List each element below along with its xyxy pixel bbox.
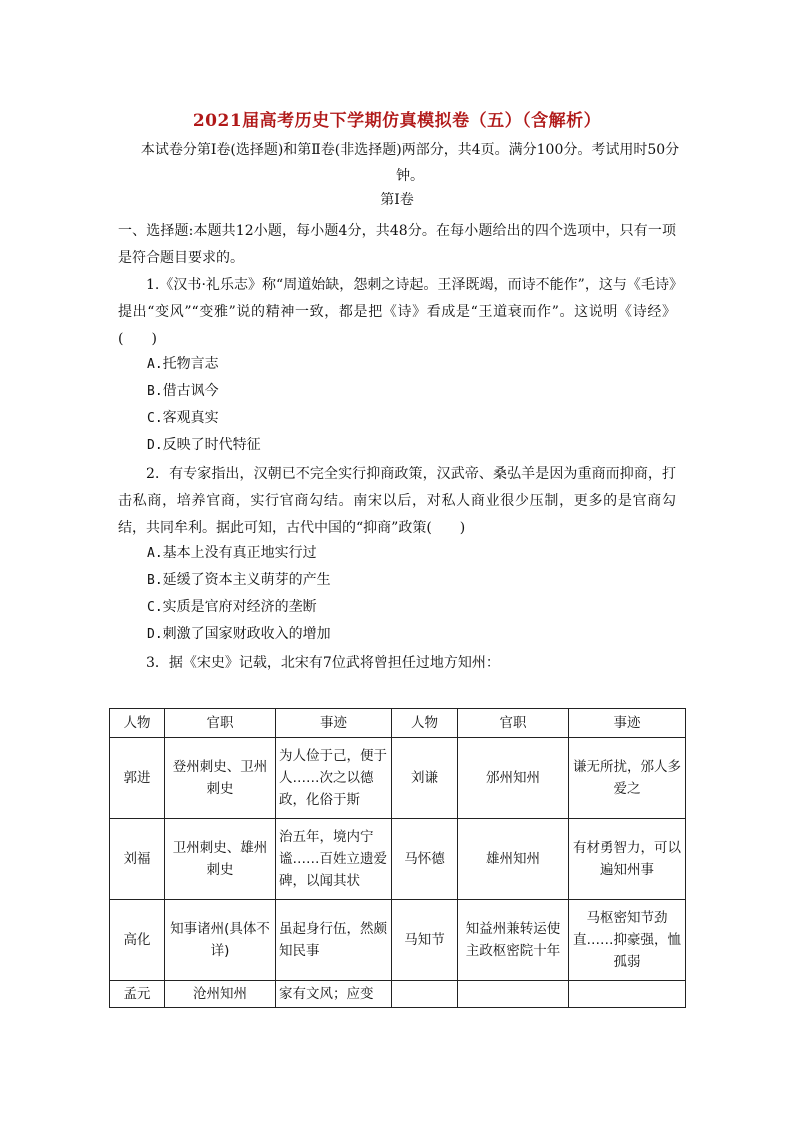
table-cell: 登州刺史、卫州刺史 [165, 738, 276, 819]
table-header-cell: 人物 [110, 709, 165, 738]
question-1-option-b[interactable]: B.借古讽今 [147, 383, 219, 399]
table-cell: 家有文风；应变 [276, 981, 392, 1008]
table-cell: 高化 [110, 900, 165, 981]
table-cell: 谦无所扰，邠人多爱之 [569, 738, 686, 819]
table-header-cell: 官职 [458, 709, 569, 738]
instructions: 一、选择题:本题共12小题，每小题4分，共48分。在每小题给出的四个选项中，只有一项是符合题目要求的。 [118, 223, 676, 266]
table-header-cell: 官职 [165, 709, 276, 738]
table-cell: 虽起身行伍，然颇知民事 [276, 900, 392, 981]
table-cell: 沧州知州 [165, 981, 276, 1008]
question-2-option-d[interactable]: D.刺激了国家财政收入的增加 [147, 626, 331, 642]
table-cell: 邠州知州 [458, 738, 569, 819]
section-heading: 第Ⅰ卷 [380, 192, 414, 208]
table-cell: 郭进 [110, 738, 165, 819]
question-1-option-c[interactable]: C.客观真实 [147, 410, 219, 426]
question-1-option-a[interactable]: A.托物言志 [147, 356, 219, 372]
table-cell: 有材勇智力，可以遍知州事 [569, 819, 686, 900]
table-cell: 知事诸州(具体不详) [165, 900, 276, 981]
question-1-stem: 1.《汉书·礼乐志》称“周道始缺，怨刺之诗起。王泽既竭，而诗不能作”，这与《毛诗》提出“变风”“变雅”说的精神一致，都是把《诗》看成是“王道衰而作”。这说明《诗经》( ) [118, 277, 676, 347]
table-cell: 刘谦 [392, 738, 458, 819]
table-cell: 知益州兼转运使主政枢密院十年 [458, 900, 569, 981]
question-1-option-d[interactable]: D.反映了时代特征 [147, 437, 261, 453]
table-cell: 孟元 [110, 981, 165, 1008]
question-2-option-a[interactable]: A.基本上没有真正地实行过 [147, 545, 317, 561]
table-cell: 为人俭于己，便于人……次之以德政，化俗于斯 [276, 738, 392, 819]
table-row [110, 738, 686, 819]
table-cell: 马枢密知节劲直……抑豪强，恤孤弱 [569, 900, 686, 981]
exam-intro: 本试卷分第Ⅰ卷(选择题)和第Ⅱ卷(非选择题)两部分，共4页。满分100分。考试用时50分钟。 [140, 142, 680, 184]
table-header-cell: 人物 [392, 709, 458, 738]
table-row [110, 819, 686, 900]
table-header-row [110, 709, 686, 738]
table-row [110, 900, 686, 981]
table-cell [569, 981, 686, 1008]
question-2-stem: 2．有专家指出，汉朝已不完全实行抑商政策，汉武帝、桑弘羊是因为重商而抑商，打击私商，培养官商，实行官商勾结。南宋以后，对私人商业很少压制，更多的是官商勾结，共同牟利。据此可知，古代中国的“抑商”政策( ) [118, 466, 676, 536]
table-header-cell: 事迹 [276, 709, 392, 738]
table-header-cell: 事迹 [569, 709, 686, 738]
table-row [110, 981, 686, 1008]
question-2-option-c[interactable]: C.实质是官府对经济的垄断 [147, 599, 317, 615]
table-cell: 治五年，境内宁谧……百姓立遗爱碑，以闻其状 [276, 819, 392, 900]
table-cell: 马怀德 [392, 819, 458, 900]
table-cell: 雄州知州 [458, 819, 569, 900]
table-cell: 马知节 [392, 900, 458, 981]
question-3-stem: 3．据《宋史》记载，北宋有7位武将曾担任过地方知州： [146, 655, 500, 671]
table-cell [458, 981, 569, 1008]
table-cell [392, 981, 458, 1008]
generals-table [109, 708, 686, 1008]
table-cell: 刘福 [110, 819, 165, 900]
table-cell: 卫州刺史、雄州刺史 [165, 819, 276, 900]
document-title: 2021届高考历史下学期仿真模拟卷（五）（含解析） [192, 111, 602, 131]
question-2-option-b[interactable]: B.延缓了资本主义萌芽的产生 [147, 572, 331, 588]
